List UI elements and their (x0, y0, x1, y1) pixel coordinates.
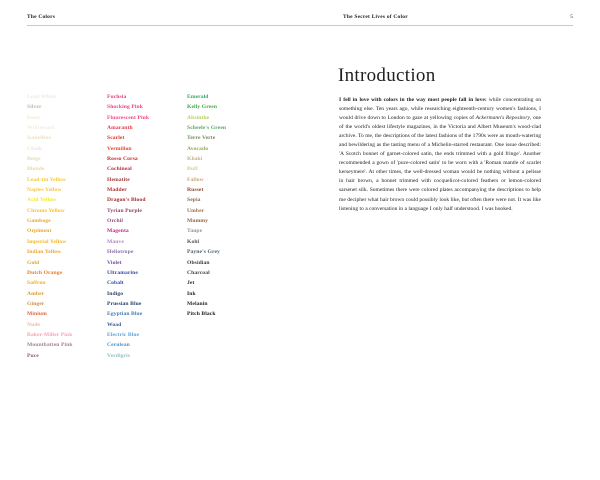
color-name-entry: Egyptian Blue (107, 311, 143, 318)
introduction-lead-in: I fell in love with colors in the way most people fall in love: (339, 97, 487, 103)
running-head-center: The Secret Lives of Color (343, 14, 408, 20)
color-name-entry: Charcoal (187, 269, 210, 276)
color-name-entry: Nude (27, 321, 41, 328)
color-name-entry: Ultramarine (107, 269, 138, 276)
color-name-entry: Terre Verte (187, 135, 216, 142)
color-name-entry: Taupe (187, 228, 203, 235)
color-name-entry: Kelly Green (187, 104, 218, 111)
color-name-entry: Silver (27, 104, 42, 111)
color-name-entry: Magenta (107, 228, 129, 235)
color-name-entry: Madder (107, 187, 127, 194)
color-name-entry: Sepia (187, 197, 201, 204)
color-name-entry: Imperial Yellow (27, 238, 67, 245)
color-name-entry: Avocado (187, 145, 209, 152)
color-name-entry: Isabelline (27, 135, 52, 142)
column-three (187, 92, 297, 361)
color-name-entry: Lead-tin Yellow (27, 176, 67, 183)
color-name-entry: Cobalt (107, 280, 124, 287)
introduction-paragraph (339, 96, 541, 214)
color-name-entry: Gamboge (27, 218, 51, 225)
color-name-entry: Amaranth (107, 125, 133, 132)
color-name-entry: Scarlet (107, 135, 125, 142)
color-name-entry: Whitewash (27, 125, 55, 132)
color-name-entry: Scheele's Green (187, 125, 227, 132)
color-name-entry: Prussian Blue (107, 300, 142, 307)
color-name-entry: Ivory (27, 114, 41, 121)
color-name-entry: Dutch Orange (27, 269, 63, 276)
color-name-entry: Jet (187, 280, 195, 287)
color-name-entry: Buff (187, 166, 198, 173)
introduction-body (339, 96, 541, 214)
introduction-text-part-2: , one of the world's oldest lifestyle magazines, in the Victoria and Albert Museum's wood-clad archive. To me, the descriptions of the latest fashions of the 1790s were as mouth-watering and bewildering as the tasting menu of a Michelin-starred restaurant. One issue described: 'A Scotch bonnet of garnet-colored satin, the ends trimmed with a gold fringe'. Another recommended a gown of 'puce-colored satin' to be worn with a 'Roman mantle of scarlet kerseymere'. At other times, the well-dressed woman would be nothing without a pelisse in hair brown, a bonnet trimmed with cocquelicot-colored feathers or lemon-colored sarsenet silk. Sometimes there were colored plates accompanying the descriptions to help me decipher what hair brown could possibly look like, but often there were not. It was like listening to a conversation in a language I only half understood. I was hooked. (339, 115, 541, 212)
running-head-left: The Colors (27, 14, 56, 20)
magazine-title: Ackermann's Repository (475, 115, 530, 122)
color-name-entry: Verdigris (107, 352, 131, 359)
color-name-entry: Heliotrope (107, 249, 134, 256)
color-name-entry: Payne's Grey (187, 249, 220, 256)
header-rule (27, 25, 573, 26)
color-name-entry: Puce (27, 352, 39, 359)
color-name-entry: Melanin (187, 300, 208, 307)
color-name-entry: Cerulean (107, 342, 130, 349)
color-name-entry: Blonde (27, 166, 45, 173)
color-name-entry: Saffron (27, 280, 46, 287)
color-name-entry: Pitch Black (187, 311, 216, 318)
color-name-entry: Minium (27, 311, 47, 318)
color-name-entry: Orchil (107, 218, 124, 225)
color-name-entry: Baker-Miller Pink (27, 331, 73, 338)
page-title: Introduction (338, 64, 436, 86)
color-name-entry: Mummy (187, 218, 209, 225)
color-index (27, 92, 297, 361)
color-name-entry: Cochineal (107, 166, 132, 173)
color-name-entry: Naples Yellow (27, 187, 62, 194)
color-name-entry: Amber (27, 290, 45, 297)
color-name-entry: Indigo (107, 290, 124, 297)
introduction-text-part-1: while concentrating on something else. Ten years ago, while researching eighteenth-century women's fashions, I would drive down to London to gaze at yellowing copies of (339, 97, 542, 122)
color-name-entry: Dragon's Blood (107, 197, 146, 204)
running-head (27, 14, 573, 28)
color-name-entry: Gold (27, 259, 40, 266)
column-two (107, 92, 187, 361)
color-name-entry: Obsidian (187, 259, 210, 266)
color-name-entry: Fluorescent Pink (107, 114, 150, 121)
color-name-entry: Kohl (187, 238, 200, 245)
color-name-entry: Chalk (27, 145, 43, 152)
color-name-entry: Russet (187, 187, 204, 194)
color-name-entry: Orpiment (27, 228, 52, 235)
color-name-entry: Violet (107, 259, 122, 266)
color-name-entry: Mauve (107, 238, 124, 245)
color-name-entry: Rosso Corsa (107, 156, 138, 163)
page-number: 5 (570, 14, 573, 20)
color-name-entry: Vermilion (107, 145, 132, 152)
color-name-entry: Khaki (187, 156, 203, 163)
color-name-entry: Tyrian Purple (107, 207, 142, 214)
color-name-entry: Chrome Yellow (27, 207, 65, 214)
column-one (27, 92, 107, 361)
color-name-entry: Ginger (27, 300, 45, 307)
color-name-entry: Absinthe (187, 114, 210, 121)
color-name-entry: Emerald (187, 94, 209, 100)
color-name-entry: Umber (187, 207, 205, 214)
color-name-entry: Shocking Pink (107, 104, 143, 111)
color-name-entry: Beige (27, 156, 41, 163)
color-name-entry: Woad (107, 321, 122, 328)
color-name-entry: Indian Yellow (27, 249, 62, 256)
color-name-entry: Hematite (107, 176, 130, 183)
color-name-entry: Mountbatten Pink (27, 342, 73, 349)
color-name-entry: Ink (187, 290, 196, 297)
color-name-entry: Fuchsia (107, 94, 127, 100)
color-name-entry: Electric Blue (107, 331, 140, 338)
color-name-entry: Acid Yellow (27, 197, 57, 204)
color-name-entry: Lead White (27, 94, 57, 100)
color-name-entry: Fallow (187, 176, 204, 183)
